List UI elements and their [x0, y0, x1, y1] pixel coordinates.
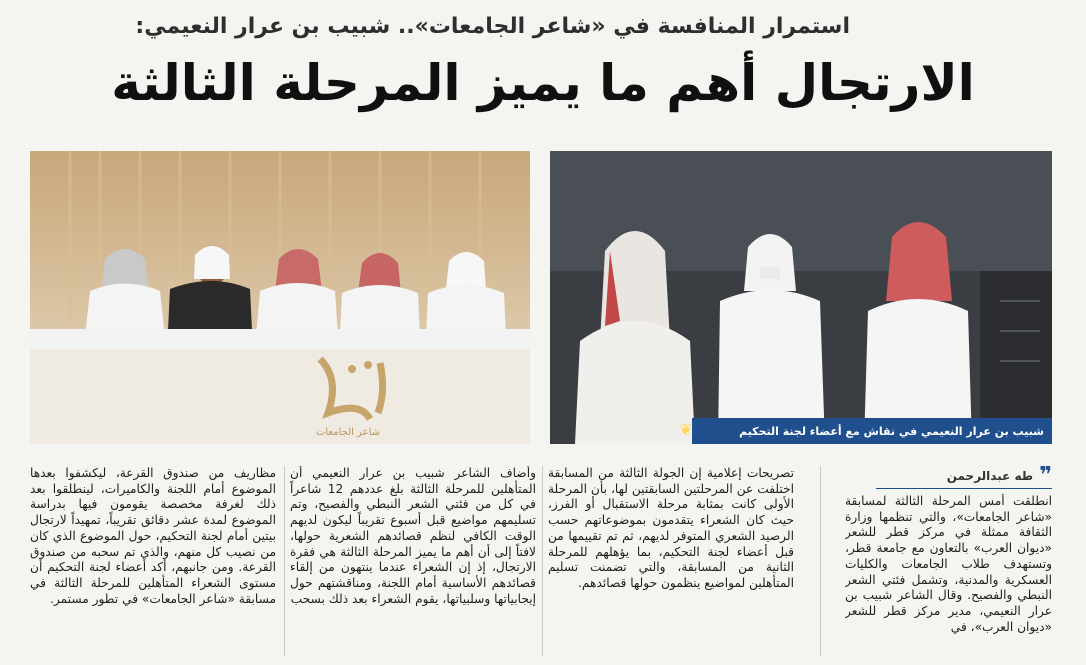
- article-headline: الارتجال أهم ما يميز المرحلة الثالثة: [111, 54, 975, 112]
- article-column-4: مظاريف من صندوق القرعة، ليكشفوا بعدها الموضوع أمام اللجنة والكاميرات، لينطلقوا بعد ذلك لغرفة مخصصة يقومون فيها بدراسة الموضوع لمدة عشر دقائق تقريباً، تمهيداً لارتجال بيتين أمام لجنة التحكيم، حول الموضوع الذي كان من نصيب كل منهم، والذي تم سحبه من صندوق القرعة. ومن جانبهم، أكد أعضاء لجنة التحكيم أن مستوى الشعراء المتأهلين للمرحلة الثالثة في مسابقة «شاعر الجامعات» في تطور مستمر.: [30, 466, 276, 606]
- photo-jury-panel: [30, 151, 530, 444]
- author-byline: [872, 463, 1052, 488]
- column-divider: [284, 466, 285, 656]
- article-kicker: استمرار المنافسة في «شاعر الجامعات».. شبيب بن عرار النعيمي:: [135, 14, 850, 39]
- diwan-logo-icon: ❦: [679, 420, 693, 439]
- byline-divider: [876, 488, 1052, 489]
- photo-caption: [692, 418, 1052, 444]
- article-column-2: تصريحات إعلامية إن الجولة الثالثة من المسابقة اختلفت عن المرحلتين السابقتين لها، بأن المرحلة الأولى كانت بمثابة مرحلة الاستقبال أو الفرز، حيث كان الشعراء يتقدمون بموضوعاتهم حسب الرصيد الشعري المتوفر لديهم، ثم تم تقييمها من قبل أعضاء لجنة التحكيم، بما يؤهلهم للمرحلة الثانية من المسابقة، والتي تضمنت تسليم المتأهلين لمواضيع ينظمون حولها قصائدهم.: [548, 466, 794, 590]
- column-divider: [820, 466, 821, 656]
- quote-icon: ❞: [1039, 463, 1052, 488]
- article-column-1: انطلقت أمس المرحلة الثالثة لمسابقة «شاعر الجامعات»، والتي تنظمها وزارة الثقافة ممثلة في مركز قطر للشعر «ديوان العرب» بالتعاون مع جامعة قطر، وتستهدف طلاب الجامعات والكليات العسكرية والمدنية، وتشمل فئتي الشعر النبطي والفصيح. وقال الشاعر شبيب بن عرار النعيمي، مدير مركز قطر للشعر «ديوان العرب»، في: [845, 494, 1052, 634]
- stage-logo-label: شاعر الجامعات: [315, 427, 381, 438]
- discussion-illustration: [550, 151, 1052, 444]
- column-divider: [542, 466, 543, 656]
- jury-panel-illustration: [30, 151, 530, 444]
- author-name: طه عبدالرحمن: [946, 469, 1034, 483]
- photo-caption-text: شبيب بن عرار النعيمي في نقاش مع أعضاء لجنة التحكيم: [739, 424, 1044, 438]
- photo-discussion: [550, 151, 1052, 444]
- article-column-3: وأضاف الشاعر شبيب بن عرار النعيمي أن المتأهلين للمرحلة الثالثة بلغ عددهم 12 شاعراً في كل من فئتي الشعر النبطي والفصيح، وتم تسليمهم مواضيع قبل أسبوع تقريباً ليكون لديهم الوقت الكافي لنظم قصائدهم الشعرية حولها، لافتاً إلى أن أهم ما يميز المرحلة الثالثة هي فقرة الارتجال، إذ إن الشعراء عندما ينتهون من إلقاء قصائدهم الأساسية أمام اللجنة، ومناقشتهم حول إيجابياتها وسلبياتها، يقوم الشعراء بعد ذلك بسحب: [290, 466, 536, 606]
- headline-area: [0, 0, 1086, 140]
